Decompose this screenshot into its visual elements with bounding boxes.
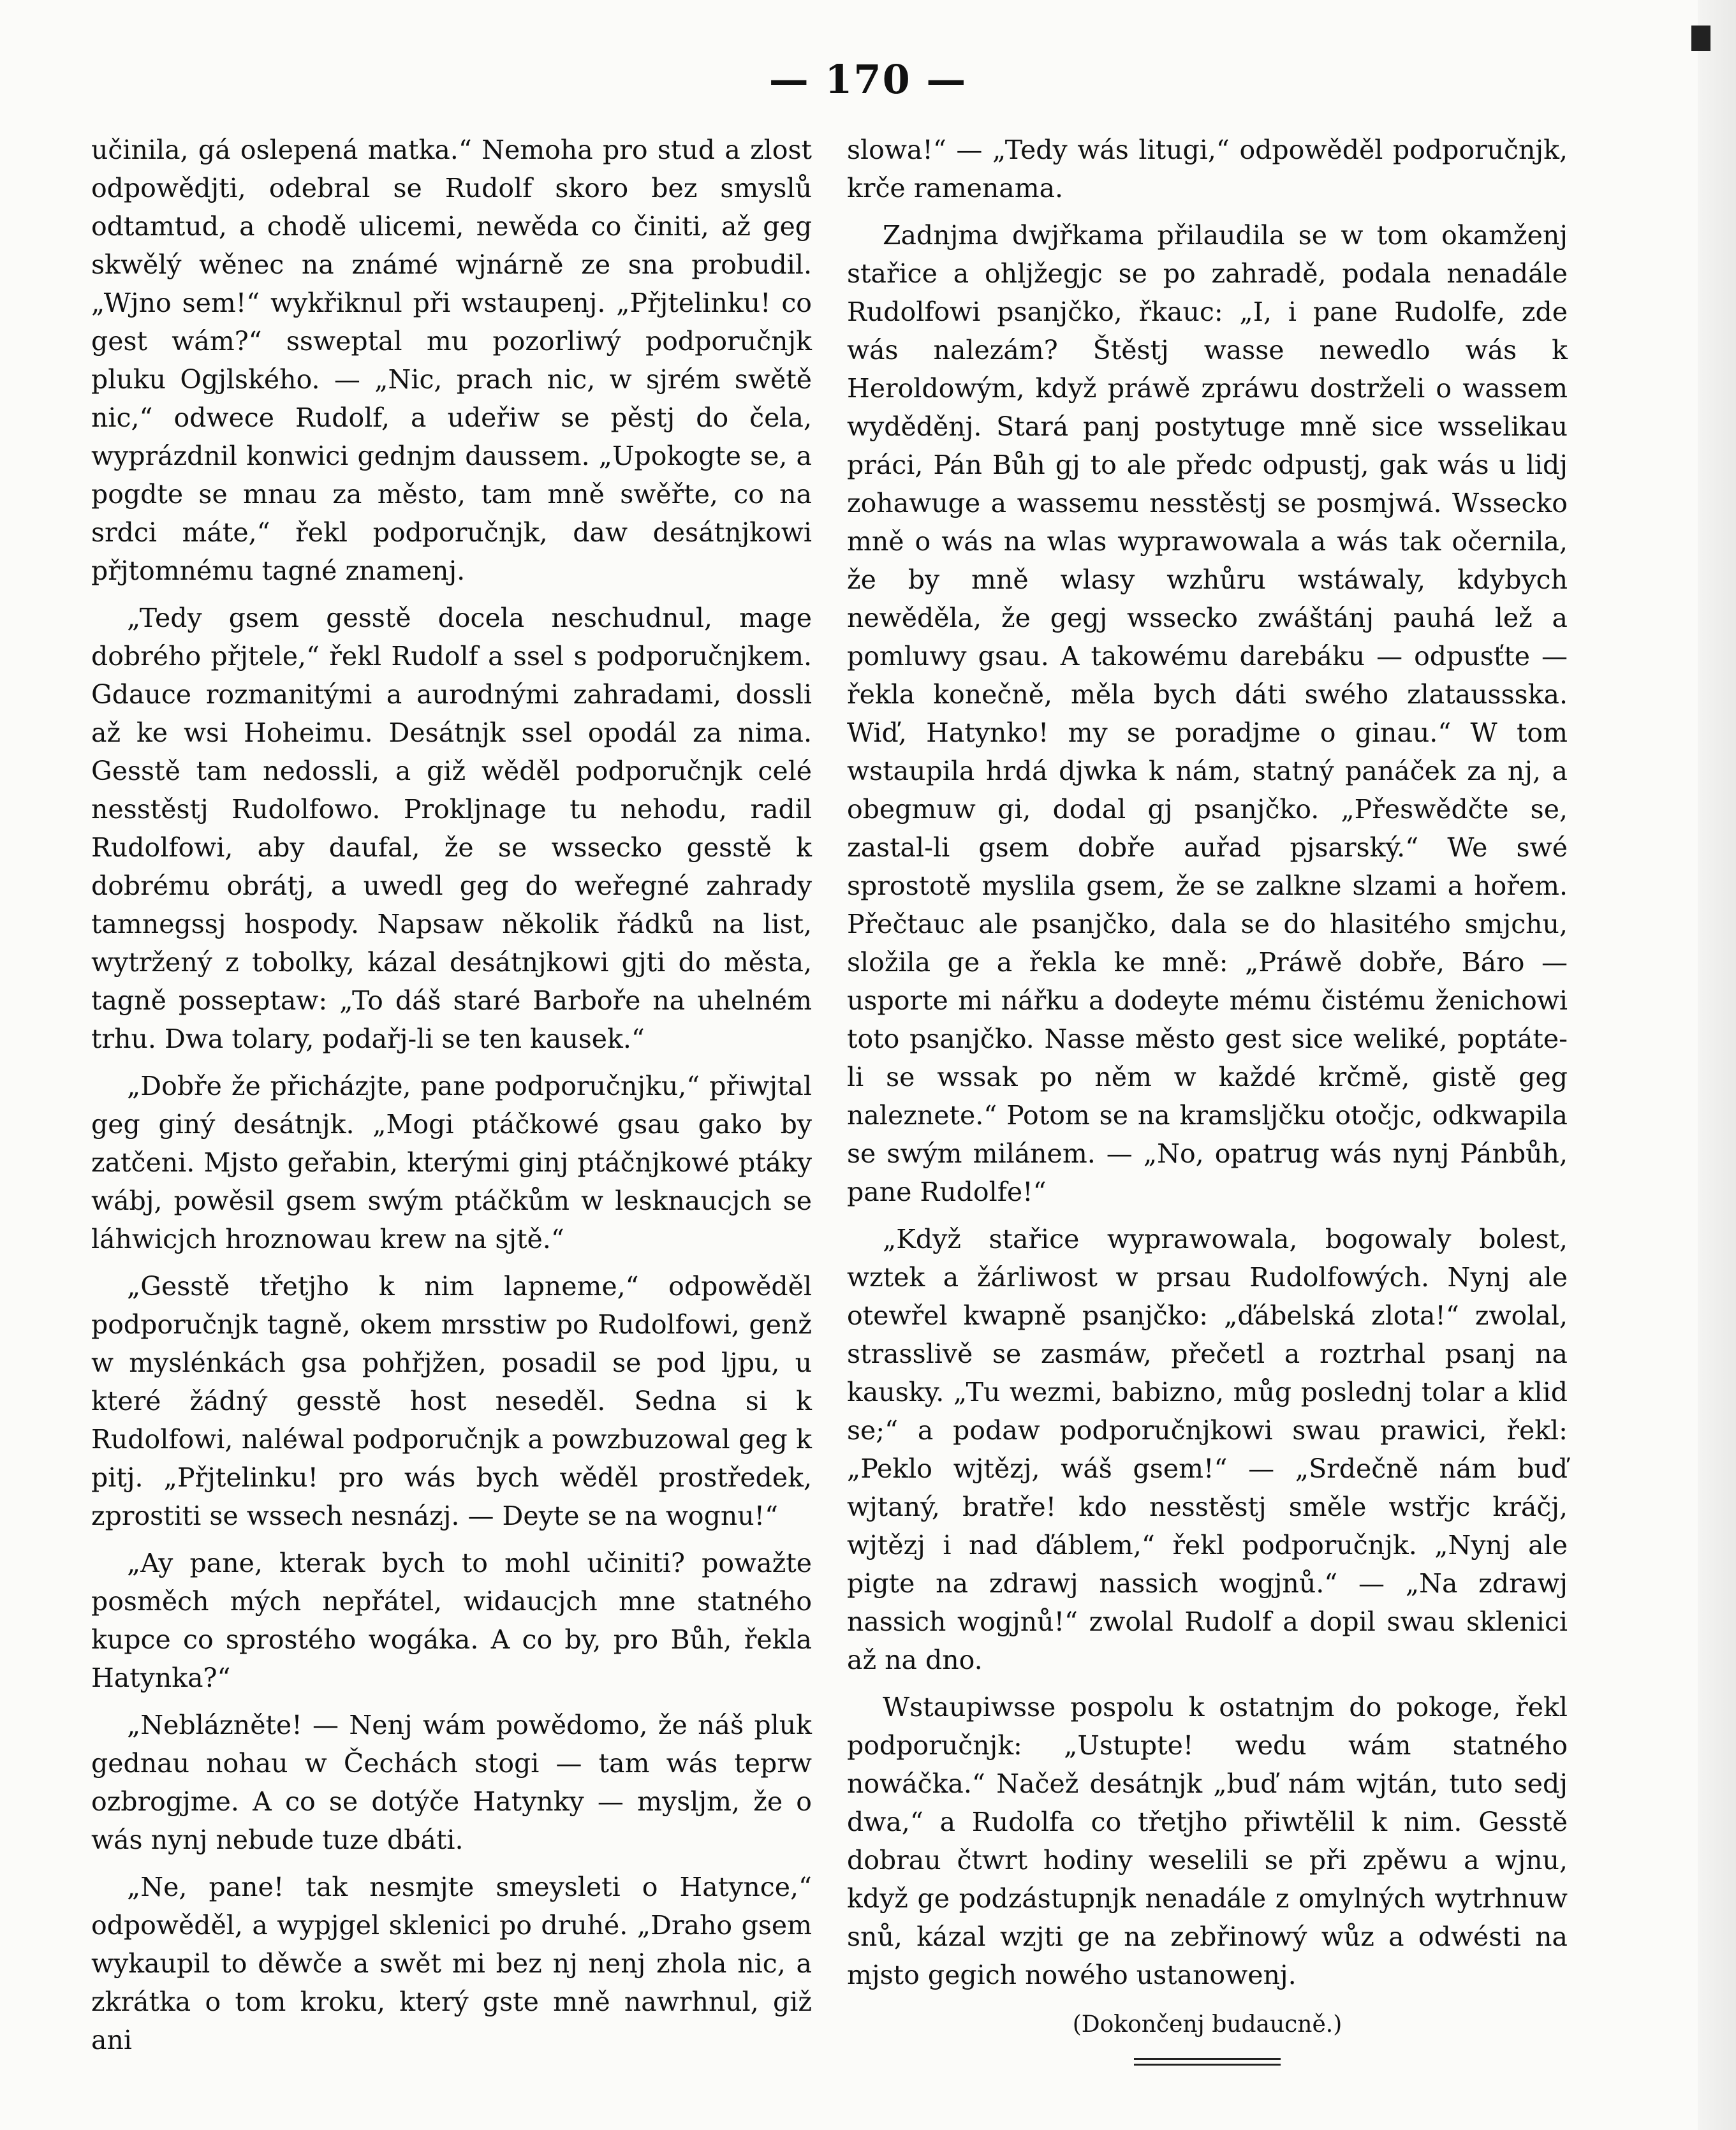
- right-paragraph-3: „Když stařice wyprawowala, bogowaly bolest, wztek a žárliwost w prsau Rudolfowých. Nynj ale otewřel kwapně psanjčko: „ďábelská zlota!“ zwolal, strasslivě se zasmáw, přečetl a roztrhal psanj na kausky. „Tu wezmi, babizno, můg poslednj tolar a klid se;“ a podaw podporučnjkowi swau prawici, řekl: „Peklo wjtězj, wáš gsem!“ — „Srdečně nám buď wjtaný, bratře! kdo nesstěstj směle wstřjc kráčj, wjtězj i nad ďáblem,“ řekl podporučnjk. „Nynj ale pigte na zdrawj nassich wogjnů.“ — „Na zdrawj nassich wogjnů!“ zwolal Rudolf a dopil swau sklenici až na dno.: [847, 1224, 1568, 1675]
- left-paragraph-2: „Tedy gsem gesstě docela neschudnul, mage dobrého přjtele,“ řekl Rudolf a ssel s podporučnjkem. Gdauce rozmanitými a aurodnými zahradami, dossli až ke wsi Hoheimu. Desátnjk ssel opodál za nima. Gesstě tam nedossli, a giž wěděl podporučnjk celé nesstěstj Rudolfowo. Prokljnage tu nehodu, radil Rudolfowi, aby daufal, že se wssecko gesstě k dobrému obrátj, a uwedl geg do weřegné zahrady tamnegssj hospody. Napsaw několik řádků na list, wytržený z tobolky, kázal desátnjkowi gjti do města, tagně posseptaw: „To dáš staré Barboře na uhelném trhu. Dwa tolary, podařj-li se ten kausek.“: [91, 603, 812, 1054]
- left-paragraph-4: „Gesstě třetjho k nim lapneme,“ odpowěděl podporučnjk tagně, okem mrsstiw po Rudolfowi, genž w myslénkách gsa pohřjžen, posadil se pod ljpu, u které žádný gesstě host neseděl. Sedna si k Rudolfowi, naléwal podporučnjk a powzbuzowal geg k pitj. „Přjtelinku! pro wás bych wěděl prostředek, zprostiti se wssech nesnázj. — Deyte se na wognu!“: [91, 1271, 812, 1531]
- left-paragraph-3: „Dobře že přicházjte, pane podporučnjku,“ přiwjtal geg giný desátnjk. „Mogi ptáčkowé gsau gako by zatčeni. Mjsto geřabin, kterými ginj ptáčnjkowé ptáky wábj, powěsil gsem swým ptáčkům w lesknaucjch se láhwicjch hroznowau krew na sjtě.“: [91, 1071, 812, 1254]
- page-edge-shadow: [1698, 0, 1736, 2130]
- right-paragraph-2: Zadnjma dwjřkama přilaudila se w tom okamženj stařice a ohljžegjc se po zahradě, podala nenadále Rudolfowi psanjčko, řkauc: „I, i pane Rudolfe, zde wás nalezám? Štěstj wasse newedlo wás k Heroldowým, když práwě zpráwu dostrželi o wassem wyděděnj. Stará panj postytuge mně sice wsselikau práci, Pán Bůh gj to ale předc odpustj, gak wás u lidj zohawuge a wassemu nesstěstj se posmjwá. Wssecko mně o wás na wlas wyprawowala a wás tak očernila, že by mně wlasy wzhůru wstáwaly, kdybych newěděla, že gegj wssecko zwáštánj pauhá lež a pomluwy gsau. A takowému darebáku — odpusťte — řekla konečně, měla bych dáti swého zlataussska. Wiď, Hatynko! my se poradjme o ginau.“ W tom wstaupila hrdá djwka k nám, statný panáček za nj, a obegmuw gi, dodal gj psanjčko. „Přeswědčte se, zastal-li gsem dobře auřad pjsarský.“ We swé sprostotě myslila gsem, že se zalkne slzami a hořem. Přečtauc ale psanjčko, dala se do hlasitého smjchu, složila ge a řekla ke mně: „Práwě dobře, Báro — usporte mi nářku a dodeyte mému čistému ženichowi toto psanjčko. Nasse město gest sice weliké, poptáte-li se wssak po něm w každé krčmě, gistě geg naleznete.“ Potom se na kramsljčku otočjc, odkwapila se swým milánem. — „No, opatrug wás nynj Pánbůh, pane Rudolfe!“: [847, 220, 1568, 1207]
- left-paragraph-7: „Ne, pane! tak nesmjte smeysleti o Hatynce,“ odpowěděl, a wypjgel sklenici po druhé. „Draho gsem wykaupil to děwče a swět mi bez nj nenj zhola nic, a zkrátka o tom kroku, který gste mně nawrhnul, giž ani: [91, 1872, 812, 2055]
- left-paragraph-6: „Neblázněte! — Nenj wám powědomo, že náš pluk gednau nohau w Čechách stogi — tam wás teprw ozbrogjme. A co se dotýče Hatynky — myslјm, že o wás nynj nebude tuze dbáti.: [91, 1710, 812, 1855]
- right-column: [847, 131, 1568, 2066]
- continuation-note: (Dokončenj budaucně.): [1072, 2011, 1342, 2038]
- right-paragraph-4: Wstaupiwsse pospolu k ostatnjm do pokoge, řekl podporučnjk: „Ustupte! wedu wám statného nowáčka.“ Načež desátnjk „buď nám wjtán, tuto sedj dwa,“ a Rudolfa co třetjho přiwtělil k nim. Gesstě dobrau čtwrt hodiny weselili se při zpěwu a wjnu, když ge podzástupnjk nenadále z omylných wytrhnuw snů, kázal wzjti ge na zebřinowý wůz a odwésti na mjsto gegich nowého ustanowenj.: [847, 1692, 1568, 1990]
- page-number: — 170 —: [769, 56, 967, 103]
- left-paragraph-1: učinila, gá oslepená matka.“ Nemoha pro stud a zlost odpowědjti, odebral se Rudolf skoro bez smyslů odtamtud, a chodě ulicemi, newěda co činiti, až geg skwělý wěnec na známé wjnárně ze sna probudil. „Wjno sem!“ wykřiknul při wstaupenj. „Přjtelinku! co gest wám?“ ssweptal mu pozorliwý podporučnjk pluku Ogjlského. — „Nic, prach nic, w sjrém swětě nic,“ odwece Rudolf, a udeřiw se pěstj do čela, wyprázdnil konwici gednjm daussem. „Upokogte se, a pogdte se mnau za město, tam mně swěřte, co na srdci máte,“ řekl podporučnjk, daw desátnjkowi přjtomnému tagné znamenj.: [91, 135, 812, 586]
- left-paragraph-5: „Ay pane, kterak bych to mohl učiniti? powažte posměch mých nepřátel, widaucjch mne statného kupce co sprostého wogáka. A co by, pro Bůh, řekla Hatynka?“: [91, 1548, 812, 1693]
- left-column: [91, 131, 812, 2068]
- scan-corner-mark: [1691, 26, 1710, 51]
- section-divider: [1134, 2058, 1281, 2066]
- right-paragraph-1: slowa!“ — „Tedy wás litugi,“ odpowěděl podporučnjk, krče ramenama.: [847, 135, 1568, 203]
